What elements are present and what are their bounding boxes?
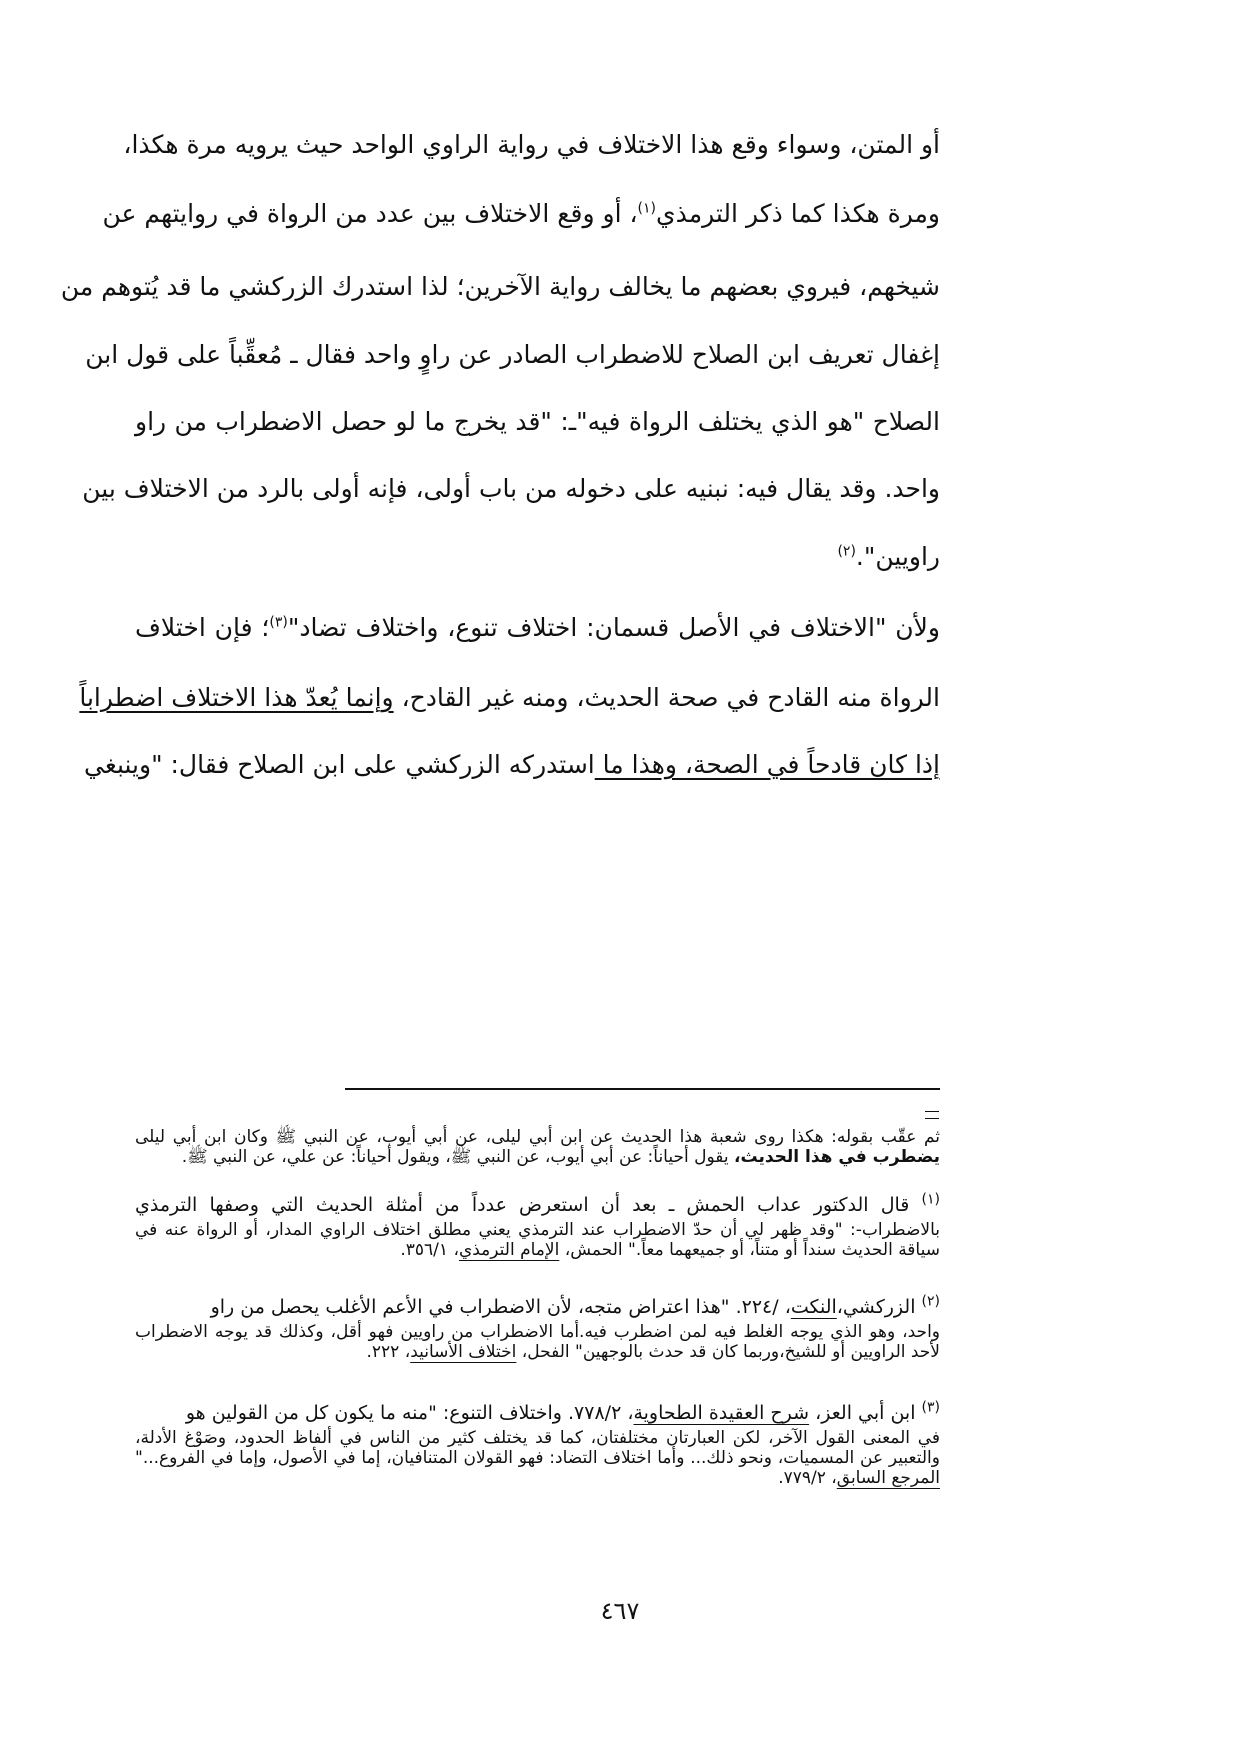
footnote-number: (٢) [921,1293,940,1310]
body-line-7: راويين".$^{(٢)}$ [837,542,940,571]
citation-title: المرجع السابق [836,1468,940,1488]
body-line-5: الصلاح "هو الذي يختلف الرواة فيه"ـ: "قد يخرج ما لو حصل الاضطراب من راو [135,407,940,436]
body-line-10: إذا كان قادحاً في الصحة، وهذا ما استدركه الزركشي على ابن الصلاح فقال: "وينبغي [84,750,940,779]
body-line-4: إغفال تعريف ابن الصلاح للاضطراب الصادر عن راوٍ واحد فقال ـ مُعقِّباً على قول ابن [85,340,940,369]
footnote-ref-2[interactable]: (٢) [837,543,856,560]
citation-title: الإمام الترمذي [458,1240,560,1260]
footnote-ref-3[interactable]: (٣) [269,614,288,631]
underlined-text: وإنما يُعدّ هذا الاختلاف اضطراباً [79,683,394,712]
citation-title: اختلاف الأسانيد [410,1342,517,1362]
body-line-3: شيخهم، فيروي بعضهم ما يخالف رواية الآخرين؛ لذا استدرك الزركشي ما قد يُتوهم من [60,272,940,301]
footnote-continuation: ثم عقّب بقوله: هكذا روى شعبة هذا الحديث عن ابن أبي ليلى، عن أبي أيوب، عن النبي ﷺ وكان ابن أبي ليلى يضطرب في هذا الحديث، يقول أحياناً: عن أبي أيوب، عن النبي ﷺ، ويقول أحياناً: عن علي، عن النبي ﷺ. [135,1127,940,1167]
body-line-2: ومرة هكذا كما ذكر الترمذي$^{(١)}$، أو وقع الاختلاف بين عدد من الرواة في روايتهم عن [102,199,940,228]
footnote-number: (٣) [921,1399,940,1416]
citation-title: النكت [790,1296,837,1318]
footnote-separator [345,1088,940,1090]
body-line-6: واحد. وقد يقال فيه: نبنيه على دخوله من باب أولى، فإنه أولى بالرد من الاختلاف بين [82,474,940,503]
footnote-number: (١) [921,1191,940,1208]
citation-title: شرح العقيدة الطحاوية [633,1402,810,1424]
footnote-ref-1[interactable]: (١) [637,200,657,217]
footnote-1: $^{(١)}$ قال الدكتور عداب الحمش ـ بعد أن استعرض عدداً من أمثلة الحديث التي وصفها الترمذي بالاضطراب-: "وقد ظهر لي أن حدّ الاضطراب عند الترمذي يعني مطلق اختلاف الراوي المدار، أو الرواة عنه في سياقة الحديث سنداً أو متناً، أو جميعهما معاً." الحمش، الإمام الترمذي، ٣٥٦/١. [135,1191,940,1260]
page-number: ٤٦٧ [600,1597,640,1625]
body-line-9: الرواة منه القادح في صحة الحديث، ومنه غير القادح، وإنما يُعدّ هذا الاختلاف اضطراباً [79,683,940,712]
underlined-text: إذا كان قادحاً في الصحة، وهذا ما [594,750,940,779]
body-line-8: ولأن "الاختلاف في الأصل قسمان: اختلاف تنوع، واختلاف تضاد"$^{(٣)}$؛ فإن اختلاف [135,613,940,642]
footnote-2: $^{(٢)}$ الزركشي،النكت، /٢٢٤. "هذا اعتراض متجه، لأن الاضطراب في الأعم الأغلب يحصل من راو واحد، وهو الذي يوجه الغلط فيه لمن اضطرب فيه.أما الاضطراب من راويين فهو أقل، وكذلك قد يوجه الاضطراب لأحد الراويين أو للشيخ،وربما كان قد حدث بالوجهين" الفحل، اختلاف الأسانيد، ٢٢٢. [135,1293,940,1362]
footnote-3: $^{(٣)}$ ابن أبي العز، شرح العقيدة الطحاوية، ٧٧٨/٢. واختلاف التنوع: "منه ما يكون كل من القولين هو في المعنى القول الآخر، لكن العبارتان مختلفتان، كما قد يختلف كثير من الناس في ألفاظ الحدود، وصَوْغ الأدلة، والتعبير عن المسميات، ونحو ذلك... وأما اختلاف التضاد: فهو القولان المتنافيان، إما في الأصول، وإما في الفروع..." المرجع السابق، ٧٧٩/٢. [135,1399,940,1488]
body-line-1: أو المتن، وسواء وقع هذا الاختلاف في رواية الراوي الواحد حيث يرويه مرة هكذا، [123,130,940,159]
footnote-continuation-mark [925,1111,939,1119]
